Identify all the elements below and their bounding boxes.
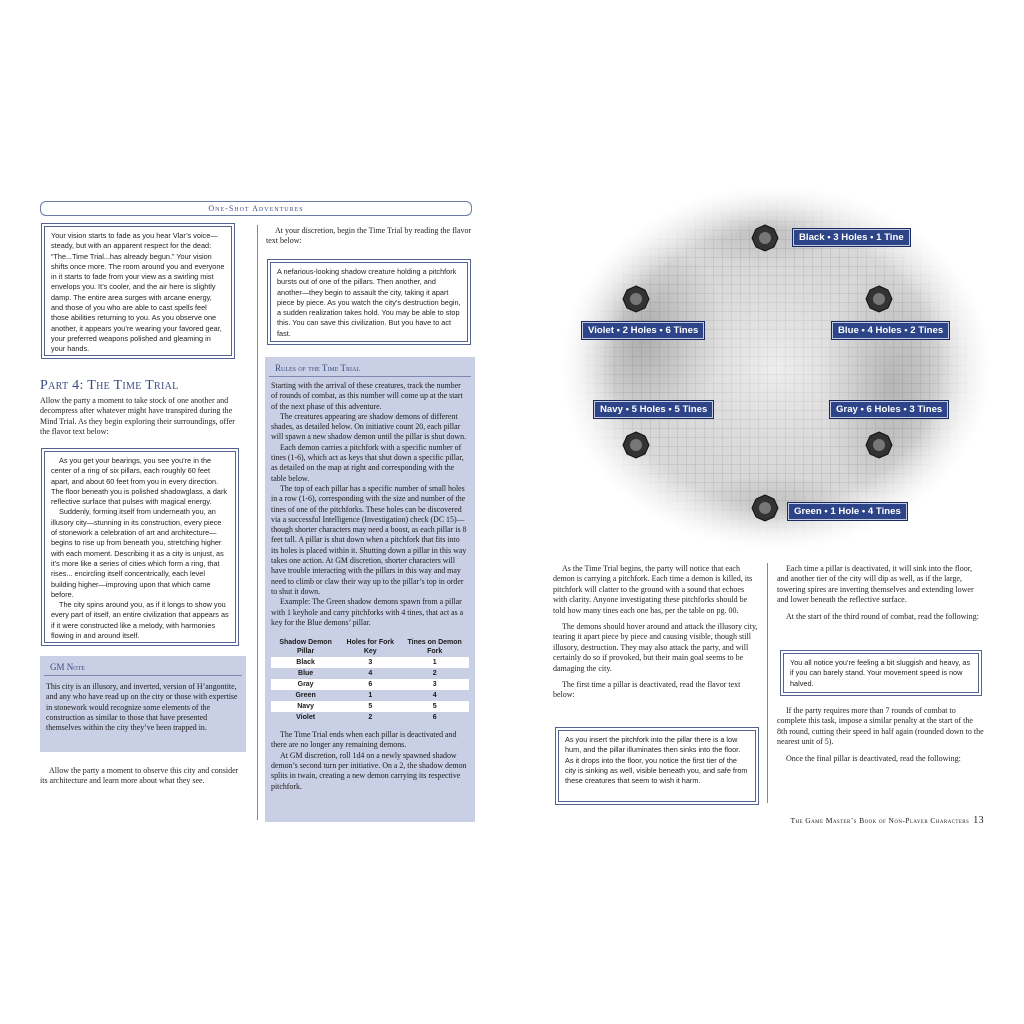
rules-paragraph: The creatures appearing are shadow demons of different shades, as detailed below. On initiative count 20, each pillar will spawn a new shadow demon until the pillar is shut down. [271,411,467,442]
rules-sidebar [265,357,475,822]
table-row [271,668,469,679]
flavor-paragraph: Suddenly, forming itself from underneath you, an illusory city—stunning in its construction, every piece of stonework a celebration of art and architecture—begins to rise up from beneath you, stretching higher with each moment. Describing it as a city is unjust, as it’s more like a series of cities which form a ring, that rises... encircling itself concentrically, each level building higher—improving upon that which came before. [51,507,224,599]
table-row [271,690,469,701]
paragraph: Each time a pillar is deactivated, it will sink into the floor, and another tier of the city will dip as well, as if the large, towering spires are inverting themselves and extending lower and lower beneath the reflective surface. [777,564,974,605]
paragraph: At the start of the third round of combat, read the following: [786,611,979,621]
table-cell: 3 [400,679,469,690]
map-label-navy: Navy • 5 Holes • 5 Tines [594,401,713,418]
table-cell: Green [271,690,340,701]
right-column-1 [553,564,759,701]
column-divider [767,563,768,803]
table-cell: Navy [271,701,340,712]
flavor-text-box-city [44,451,236,643]
column-divider [257,225,258,820]
running-header: One-Shot Adventures [40,201,472,216]
paragraph: Allow the party a moment to take stock of one another and decompress after whatever might have transpired during the Mind Trial. As they begin exploring their surroundings, offer the flavor text below: [40,396,235,437]
table-cell: 4 [400,690,469,701]
table-cell: 6 [400,712,469,723]
section-intro [40,396,240,438]
trial-intro [266,226,472,247]
paragraph: Allow the party a moment to observe this city and consider its architecture and learn more about what they see. [40,766,239,786]
gm-note-sidebar [40,656,246,752]
table-cell: 5 [400,701,469,712]
flavor-text-box-demons [270,262,468,342]
map-label-blue: Blue • 4 Holes • 2 Tines [832,322,949,339]
table-header: Shadow Demon Pillar [279,639,332,656]
table-cell: 5 [340,701,400,712]
section-heading: Part 4: The Time Trial [40,378,179,393]
paragraph: The demons should hover around and attack the illusory city, tearing it apart piece by piece and causing visible, though still illusory, destruction. They may also attack the party, and will certainly do so if provoked, but their main goal seems to be damaging the city. [553,622,758,673]
map-label-gray: Gray • 6 Holes • 3 Tines [830,401,948,418]
paragraph: Once the final pillar is deactivated, read the following: [786,753,961,763]
pillar-icon-navy [623,432,649,458]
pillar-icon-black [752,225,778,251]
pillar-map [560,185,992,550]
table-cell: 2 [340,712,400,723]
pillar-table [271,637,469,723]
gm-note-title: GM Note [44,656,242,676]
paragraph: If the party requires more than 7 rounds of combat to complete this task, impose a similar penalty at the start of the 8th round, cutting their speed in half again (rounded down to the nearest unit of 5). [777,706,984,747]
flavor-paragraph: As you get your bearings, you see you’re in the center of a ring of six pillars, each roughly 60 feet apart, and about 60 feet from you in every direction. The floor beneath you is polished shadowglass, a dark reflective surface that pulses with magical energy. [51,456,228,507]
paragraph: At your discretion, begin the Time Trial by reading the flavor text below: [266,226,472,246]
pillar-icon-green [752,495,778,521]
paragraph: The first time a pillar is deactivated, read the flavor text below: [553,680,741,700]
table-cell: 1 [400,657,469,668]
table-cell: Violet [271,712,340,723]
flavor-text: You all notice you’re feeling a bit sluggish and heavy, as if you can barely stand. Your movement speed is now halved. [790,658,971,688]
table-row [271,712,469,723]
table-cell: Blue [271,668,340,679]
table-cell: 6 [340,679,400,690]
table-header: Tines on Demon Fork [407,639,462,656]
flavor-text-box-vision [44,226,232,356]
rules-paragraph: The Time Trial ends when each pillar is deactivated and there are no longer any remaining demons. [271,730,457,750]
rules-title: Rules of the Time Trial [269,357,471,377]
flavor-text-box-pillar [558,730,756,802]
page-number: 13 [973,815,984,826]
right-column-2a [777,564,985,622]
rules-paragraph: Example: The Green shadow demons spawn from a pillar with 1 keyhole and carry pitchforks with 4 tines, that act as a key for the Blue demons’ pillar. [271,597,464,627]
flavor-text: Your vision starts to fade as you hear Vlar’s voice—steady, but with an apparent respect for the dead: “The...Time Trial...has already begun.” Your vision shifts once more. The room around you and everyone in it starts to fade from your view as a swirling mist envelops you. It’s cooler, and the air here is slightly damp. The entire area surges with arcane energy, and those of you who are able to cast spells feel those abilities returning to you. As you observe one another, it appears you’re wearing your favored gear, your preferred weapons polished and gleaming in your hands. [51,231,225,354]
closing-text [40,766,244,787]
table-header: Holes for Fork Key [346,639,394,656]
map-label-black: Black • 3 Holes • 1 Tine [793,229,910,246]
flavor-text: A nefarious-looking shadow creature holding a pitchfork bursts out of one of the pillars. Then another, and another—they begin to assault the city, taking it apart piece by piece. As you watch the city’s destruction begin, a sudden realization takes hold. You may be able to stop this. You can save this civilization. But you have to act fast. [277,267,461,338]
flavor-text-box-sluggish [783,653,979,693]
table-cell: Gray [271,679,340,690]
flavor-paragraph: The city spins around you, as if it longs to show you every part of itself, an entire civilization that appears as if it were constructed like a melody, with harmonies flowing in and around itself. [51,600,229,641]
page-footer [790,815,984,826]
flavor-text: As you insert the pitchfork into the pillar there is a low hum, and the pillar illuminates then sinks into the floor. As it drops into the floor, you notice the first tier of the city is sinking as well, visible beneath you, and safe from these creatures that seem to wish it harm. [565,735,748,786]
table-cell: 1 [340,690,400,701]
pillar-icon-blue [866,286,892,312]
rules-paragraph: Starting with the arrival of these creatures, track the number of rounds of combat, as this number will come up at the start of the next phase of this adventure. [271,381,463,411]
pillar-icon-violet [623,286,649,312]
map-illustration [560,185,992,550]
table-row [271,701,469,712]
right-column-2b [777,706,985,764]
paragraph: As the Time Trial begins, the party will notice that each demon is carrying a pitchfork. Each time a demon is killed, its pitchfork will clatter to the ground with a sound that echoes with clarity. Anyone investigating these pitchforks should be told how many tines each one has, per the table on pg. 00. [553,564,753,615]
pillar-icon-gray [866,432,892,458]
table-cell: 3 [340,657,400,668]
table-cell: 4 [340,668,400,679]
map-label-violet: Violet • 2 Holes • 6 Tines [582,322,704,339]
footer-title: The Game Master’s Book of Non-Player Characters [790,816,970,825]
table-cell: 2 [400,668,469,679]
table-row [271,679,469,690]
table-cell: Black [271,657,340,668]
rules-paragraph: The top of each pillar has a specific number of small holes in a row (1-6), corresponding with the size and number of the tines of one of the pitchforks. These holes can be discovered via a successful Intelligence (Investigation) check (DC 15)—though shorter characters may need a boost, as each pillar is 8 feet tall. A pillar is shut down when a pitchfork that fits into its holes is placed within it. Shutting down a pillar in this way takes one action. At GM discretion, shorter characters will have trouble interacting with the pillars in this way and may need to climb or claw their way up to the pillar’s top in order to shut it down. [271,483,467,596]
gm-note-body: This city is an illusory, and inverted, version of H’angontite, and any who have read up on the city or those with expertise in stonework would recognize some elements of the construction as similar to those that have presented themselves within the city they’ve been trapped in. [46,682,238,733]
rules-paragraph: At GM discretion, roll 1d4 on a newly spawned shadow demon’s second turn per initiative. On a 2, the shadow demon splits in twain, creating a new demon carrying its respective pitchfork. [271,750,467,791]
table-row [271,657,469,668]
rules-paragraph: Each demon carries a pitchfork with a specific number of tines (1-6), which act as keys that shut down a specific pillar, as detailed on the map at right and corresponding with the table below. [271,442,464,483]
map-label-green: Green • 1 Hole • 4 Tines [788,503,907,520]
